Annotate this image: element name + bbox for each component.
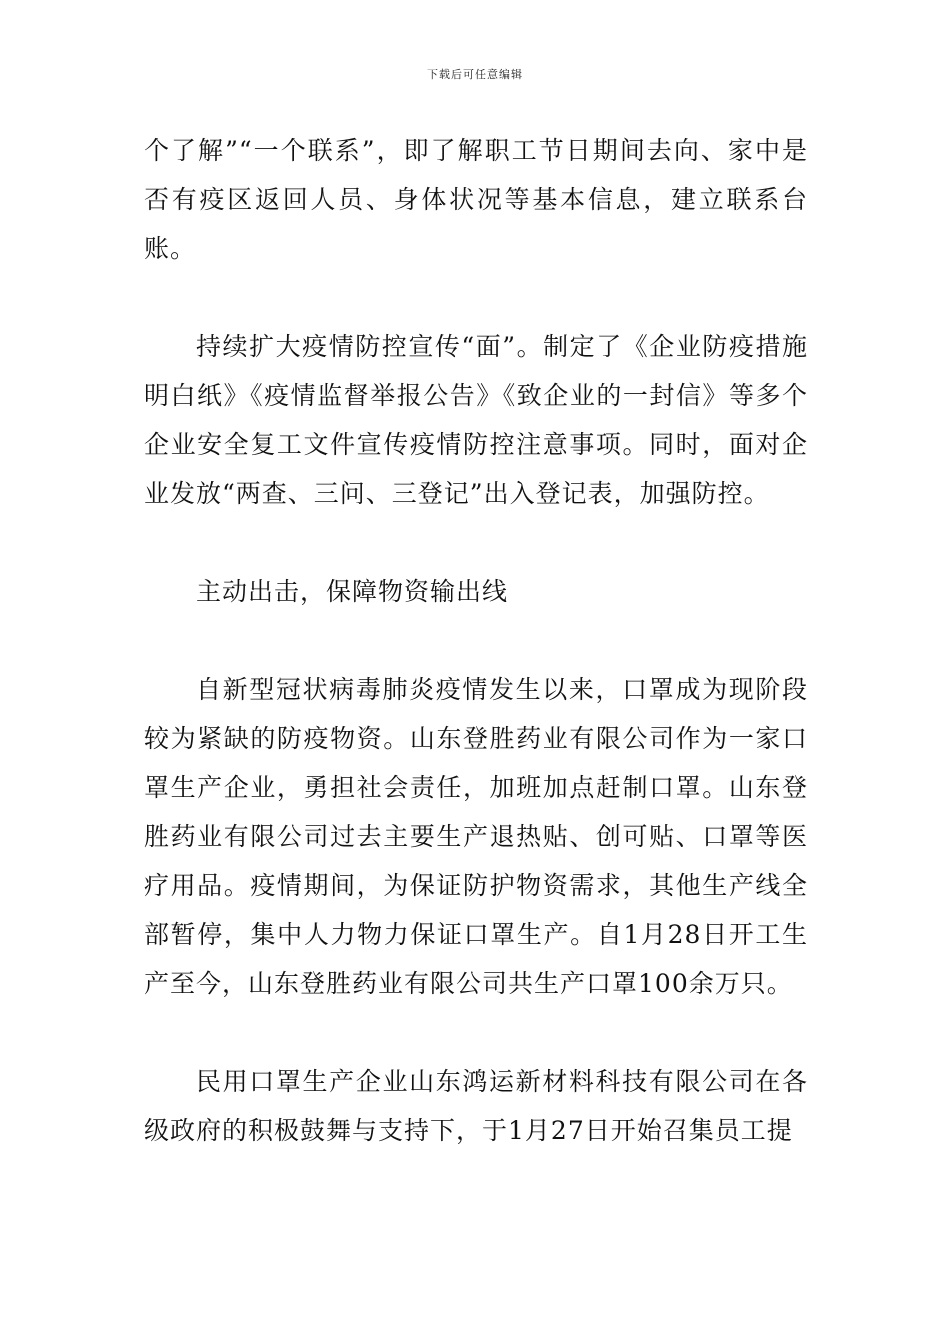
paragraph-4: 民用口罩生产企业山东鸿运新材料科技有限公司在各级政府的积极鼓舞与支持下，于1月27日开始召集员工提 — [144, 1067, 808, 1145]
paragraph-3: 自新型冠状病毒肺炎疫情发生以来，口罩成为现阶段较为紧缺的防疫物资。山东登胜药业有限公司作为一家口罩生产企业，勇担社会责任，加班加点赶制口罩。山东登胜药业有限公司过去主要生产退热贴、创可贴、口罩等医疗用品。疫情期间，为保证防护物资需求，其他生产线全部暂停，集中人力物力保证口罩生产。自1月28日开工生产至今，山东登胜药业有限公司共生产口罩100余万只。 — [144, 675, 808, 998]
paragraph-spacer — [144, 1008, 808, 1057]
paragraph-1: 个了解”“一个联系”，即了解职工节日期间去向、家中是否有疫区返回人员、身体状况等基本信息，建立联系台账。 — [144, 136, 808, 263]
paragraph-2: 持续扩大疫情防控宣传“面”。制定了《企业防疫措施明白纸》《疫情监督举报公告》《致企业的一封信》等多个企业安全复工文件宣传疫情防控注意事项。同时，面对企业发放“两查、三问、三登记”出入登记表，加强防控。 — [144, 332, 808, 508]
paragraph-spacer — [144, 616, 808, 665]
document-body — [144, 126, 808, 1155]
paragraph-spacer — [144, 273, 808, 322]
section-heading: 主动出击，保障物资输出线 — [196, 577, 509, 606]
paragraph-spacer — [144, 518, 808, 567]
header-note: 下载后可任意编辑 — [427, 68, 523, 81]
